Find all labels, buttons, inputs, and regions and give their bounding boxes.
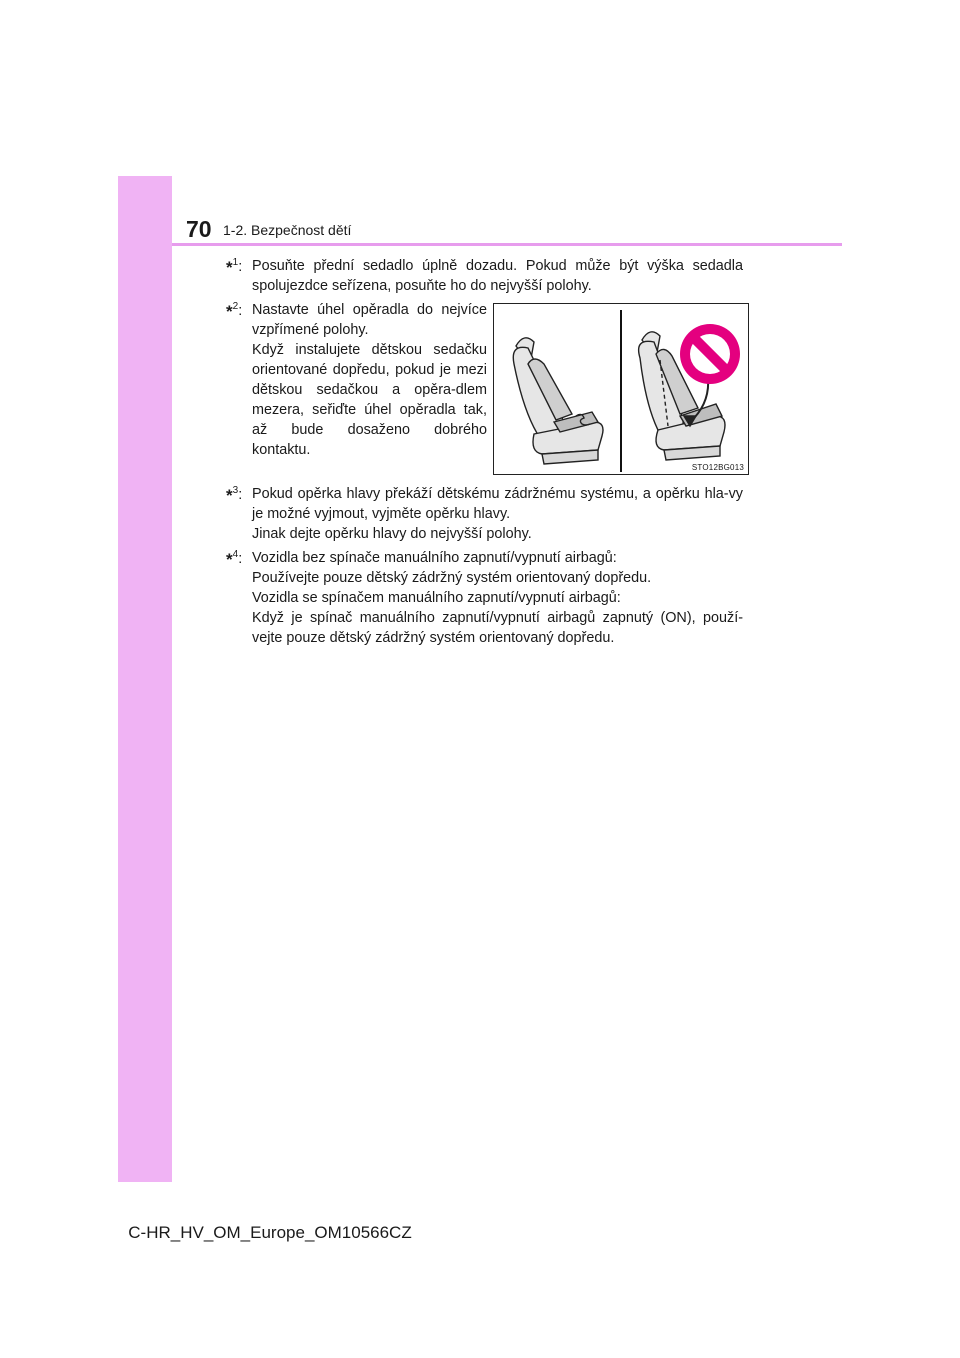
figure-code: STO12BG013 [691,463,744,472]
footnote-text: Jinak dejte opěrku hlavy do nejvyšší polohy. [252,526,532,542]
footnote-marker: *$^3$: [226,485,243,505]
header-divider [172,243,842,246]
footnote-marker: *$^2$: [226,301,243,321]
footnote-marker: *$^1$: [226,257,243,277]
footnote-text: Když instalujete dětskou sedačku orientované dopředu, pokud je mezi dětskou sedačkou a opěra-dlem mezera, seřiďte úhel opěradla tak, až bude dosaženo dobrého kontaktu. [252,342,487,458]
footnote-text: Posuňte přední sedadlo úplně dozadu. Pokud může být výška sedadla spolujezdce seřízena, posuňte ho do nejvyšší polohy. [252,258,743,294]
correct-seat-icon [513,338,603,464]
footnote-text: Vozidla se spínačem manuálního zapnutí/vypnutí airbagů: [252,590,621,606]
prohibition-icon [680,324,740,384]
footnote-marker: *$^4$: [226,549,243,569]
document-id: C-HR_HV_OM_Europe_OM10566CZ [128,1223,412,1242]
footnote-4 [226,548,743,648]
footnote-text: Vozidla bez spínače manuálního zapnutí/vypnutí airbagů: [252,550,617,566]
seat-illustration [493,303,749,475]
footnote-text: Nastavte úhel opěradla do nejvíce vzpřímené polohy. [252,302,487,338]
side-tab-strip [118,176,172,1182]
footnote-text: Když je spínač manuálního zapnutí/vypnutí airbagů zapnutý (ON), použí-vejte pouze dětský zádržný systém orientovaný dopředu. [252,610,743,646]
footnote-text: Používejte pouze dětský zádržný systém orientovaný dopředu. [252,570,652,586]
footnote-text: Pokud opěrka hlavy překáží dětskému zádržnému systému, a opěrku hla-vy je možné vyjmout, vyjměte opěrku hlavy. [252,486,743,522]
section-title: 1-2. Bezpečnost dětí [223,222,352,238]
footnote-3 [226,484,743,544]
footnote-2 [226,300,487,460]
page-number: 70 [186,216,212,242]
footnote-1 [226,256,743,296]
